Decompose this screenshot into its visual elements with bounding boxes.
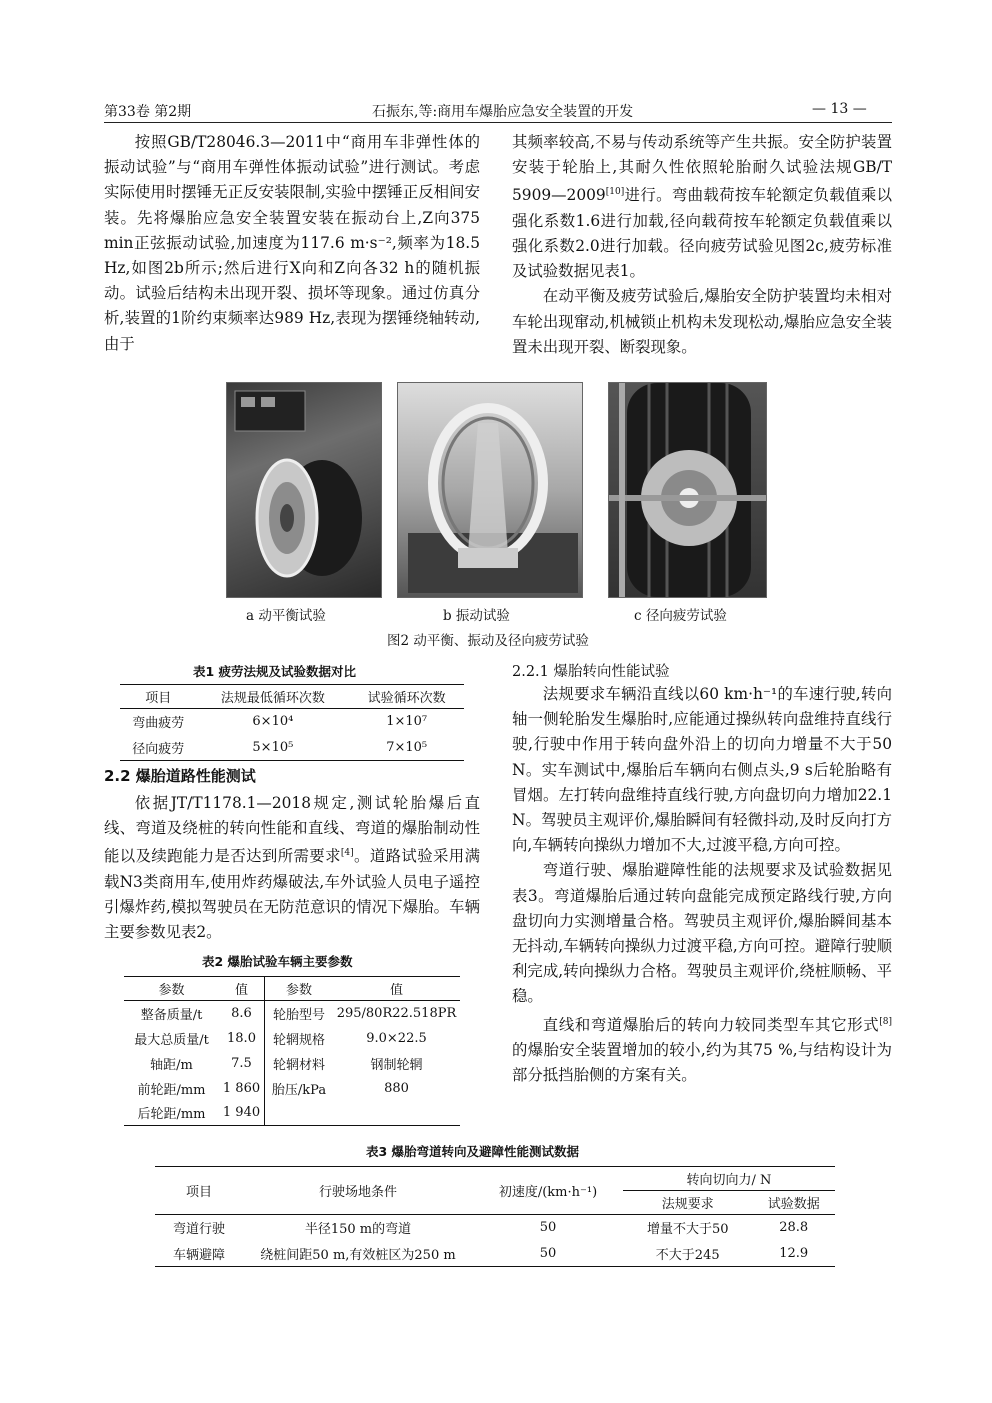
header-rule xyxy=(104,122,892,123)
table-cell: 12.9 xyxy=(779,1245,809,1261)
table-header: 转向切向力/ N xyxy=(623,1167,835,1191)
table-header: 法规最低循环次数 xyxy=(220,691,325,706)
citation: [8] xyxy=(879,1016,892,1027)
table2 xyxy=(124,976,460,1126)
citation: [4] xyxy=(340,848,354,859)
table-header-row xyxy=(120,685,464,709)
table-cell: 9.0×22.5 xyxy=(366,1030,427,1046)
table-row xyxy=(155,1215,835,1241)
table-cell: 1 940 xyxy=(219,1101,265,1126)
subsection-text xyxy=(512,682,892,1088)
table-cell: 胎压/kPa xyxy=(271,1082,327,1098)
table-cell: 轮胎型号 xyxy=(272,1007,325,1023)
table-cell: 整备质量/t xyxy=(140,1007,203,1023)
table-cell: 轴距/m xyxy=(150,1057,193,1073)
table-header: 值 xyxy=(389,983,403,998)
table-cell: 1×10⁷ xyxy=(386,714,428,730)
table-header: 项目 xyxy=(145,691,172,706)
balance-test-photo xyxy=(226,382,382,598)
section-title: 2.2 爆胎道路性能测试 xyxy=(104,767,256,785)
table-cell: 28.8 xyxy=(779,1220,809,1236)
table-row xyxy=(120,735,464,761)
fatigue-test-photo xyxy=(608,382,767,598)
journal-volume: 第33卷 第2期 xyxy=(104,104,192,120)
table-row xyxy=(124,1101,460,1126)
table-header: 试验数据 xyxy=(767,1197,820,1212)
subfigure-a-caption: a 动平衡试验 xyxy=(246,608,326,624)
paragraph: 按照GB/T28046.3—2011中“商用车非弹性体的振动试验”与“商用车弹性体振动试验”进行测试。考虑实际使用时摆锤无正反安装限制,实验中摆锤正反相间安装。先将爆胎应急安全装置安装在振动台上,Z向375 min正弦振动试验,加速度为117.6 m·s⁻²,频率为18.5 Hz,如图2b所示;然后进行X向和Z向各32 h的随机振动。试验后结构未出现开裂、损坏等现象。通过仿真分析,装置的1阶约束频率达989 Hz,表现为摆锤绕轴转动,由于 xyxy=(104,133,480,353)
table-header: 参数 xyxy=(285,983,312,998)
section-text xyxy=(104,791,480,945)
table-cell: 后轮距/mm xyxy=(137,1107,206,1123)
table-cell: 钢制轮辋 xyxy=(370,1057,423,1073)
table-cell: 最大总质量/t xyxy=(134,1032,209,1048)
wheel-image xyxy=(227,383,381,597)
table-cell: 50 xyxy=(539,1220,557,1236)
table-cell: 轮辋材料 xyxy=(272,1057,325,1073)
table-cell: 轮辋规格 xyxy=(272,1032,325,1048)
paragraph: 直线和弯道爆胎后的转向力较同类型车其它形式[8]的爆胎安全装置增加的较小,约为其75 %,与结构设计为部分抵挡胎侧的方案有关。 xyxy=(512,1015,892,1085)
page-number: — 13 — xyxy=(812,101,867,117)
table-header: 参数 xyxy=(158,983,185,998)
table-cell xyxy=(265,1101,334,1126)
table-cell: 50 xyxy=(539,1245,557,1261)
table-row xyxy=(124,1076,460,1101)
tire-image xyxy=(609,383,766,597)
paragraph: 弯道行驶、爆胎避障性能的法规要求及试验数据见表3。弯道爆胎后通过转向盘能完成预定路线行驶,方向盘切向力实测增量合格。驾驶员主观评价,爆胎瞬间基本无抖动,车辆转向操纵力过渡平稳,方向可控。避障行驶顺利完成,转向操纵力合格。驾驶员主观评价,绕桩顺畅、平稳。 xyxy=(512,861,892,1006)
table-header-row xyxy=(124,977,460,1001)
table-cell: 5×10⁵ xyxy=(252,739,294,755)
citation: [10] xyxy=(605,187,625,198)
paragraph: 在动平衡及疲劳试验后,爆胎安全防护装置均未相对车轮出现窜动,机械锁止机构未发现松动,爆胎应急安全装置未出现开裂、断裂现象。 xyxy=(512,287,892,356)
table-header-row xyxy=(155,1167,835,1191)
vibration-rig-image xyxy=(398,383,582,597)
running-title: 石振东,等:商用车爆胎应急安全装置的开发 xyxy=(372,104,634,120)
table-cell: 8.6 xyxy=(219,1001,265,1026)
table-cell: 6×10⁴ xyxy=(252,714,294,730)
table-cell: 车辆避障 xyxy=(172,1247,225,1263)
table-row xyxy=(155,1241,835,1267)
table-row xyxy=(124,1026,460,1051)
table-cell: 前轮距/mm xyxy=(137,1082,206,1098)
right-column-text xyxy=(512,130,892,360)
table-header: 试验循环次数 xyxy=(367,691,446,706)
left-column-text xyxy=(104,130,480,357)
subfigure-c-caption: c 径向疲劳试验 xyxy=(634,608,727,624)
table-cell: 半径150 m的弯道 xyxy=(304,1222,412,1238)
table1 xyxy=(120,684,464,761)
table-cell: 1 860 xyxy=(219,1076,265,1101)
table-row xyxy=(120,709,464,735)
table-row xyxy=(124,1001,460,1026)
table2-caption: 表2 爆胎试验车辆主要参数 xyxy=(202,954,353,969)
table-cell: 7×10⁵ xyxy=(386,739,428,755)
table-header: 项目 xyxy=(155,1167,243,1215)
table-header: 初速度/(km·h⁻¹) xyxy=(473,1167,623,1215)
table-cell: 弯曲疲劳 xyxy=(132,716,185,732)
paragraph: 法规要求车辆沿直线以60 km·h⁻¹的车速行驶,转向轴一侧轮胎发生爆胎时,应能通过操纵转向盘维持直线行驶,行驶中作用于转向盘外沿上的切向力增量不大于50 N。实车测试中,爆胎后车辆向右侧点头,9 s后轮胎略有冒烟。左打转向盘维持直线行驶,方向盘切向力增加22.1 N。驾驶员主观评价,爆胎瞬间有轻微抖动,及时反向打方向,车辆转向操纵力增加不大,过渡平稳,方向可控。 xyxy=(512,685,892,855)
table3-caption: 表3 爆胎弯道转向及避障性能测试数据 xyxy=(366,1144,580,1159)
subsection-title: 2.2.1 爆胎转向性能试验 xyxy=(512,664,670,680)
table1-caption: 表1 疲劳法规及试验数据对比 xyxy=(193,664,357,679)
table-cell: 弯道行驶 xyxy=(172,1222,225,1238)
paragraph: 其频率较高,不易与传动系统等产生共振。安全防护装置安装于轮胎上,其耐久性依照轮胎耐久试验法规GB/T 5909—2009[10]进行。弯曲载荷按车轮额定负载值乘以强化系数1.6进行加载,径向载荷按车轮额定负载值乘以强化系数2.0进行加载。径向疲劳试验见图2c,疲劳标准及试验数据见表1。 xyxy=(512,133,892,281)
table-cell xyxy=(333,1101,460,1126)
table-row xyxy=(124,1051,460,1076)
table-cell: 7.5 xyxy=(219,1051,265,1076)
table-cell: 绕桩间距50 m,有效桩区为250 m xyxy=(260,1247,456,1263)
vibration-test-photo xyxy=(397,382,583,598)
paragraph: 依据JT/T1178.1—2018规定,测试轮胎爆后直线、弯道及绕桩的转向性能和直线、弯道的爆胎制动性能以及续跑能力是否达到所需要求[4]。道路试验采用满载N3类商用车,使用炸药爆破法,车外试验人员电子遥控引爆炸药,模拟驾驶员在无防范意识的情况下爆胎。车辆主要参数见表2。 xyxy=(104,794,480,942)
table-cell: 18.0 xyxy=(219,1026,265,1051)
table3 xyxy=(155,1166,835,1267)
subfigure-b-caption: b 振动试验 xyxy=(443,608,510,624)
table-cell: 880 xyxy=(384,1080,409,1096)
table-cell: 径向疲劳 xyxy=(132,741,185,757)
table-header: 值 xyxy=(219,977,265,1001)
table-header: 行驶场地条件 xyxy=(243,1167,473,1215)
table-header: 法规要求 xyxy=(661,1197,714,1212)
table-cell: 不大于245 xyxy=(655,1247,720,1263)
figure-caption: 图2 动平衡、振动及径向疲劳试验 xyxy=(387,633,589,649)
table-cell: 295/80R22.518PR xyxy=(336,1005,457,1021)
table-cell: 增量不大于50 xyxy=(646,1222,729,1238)
